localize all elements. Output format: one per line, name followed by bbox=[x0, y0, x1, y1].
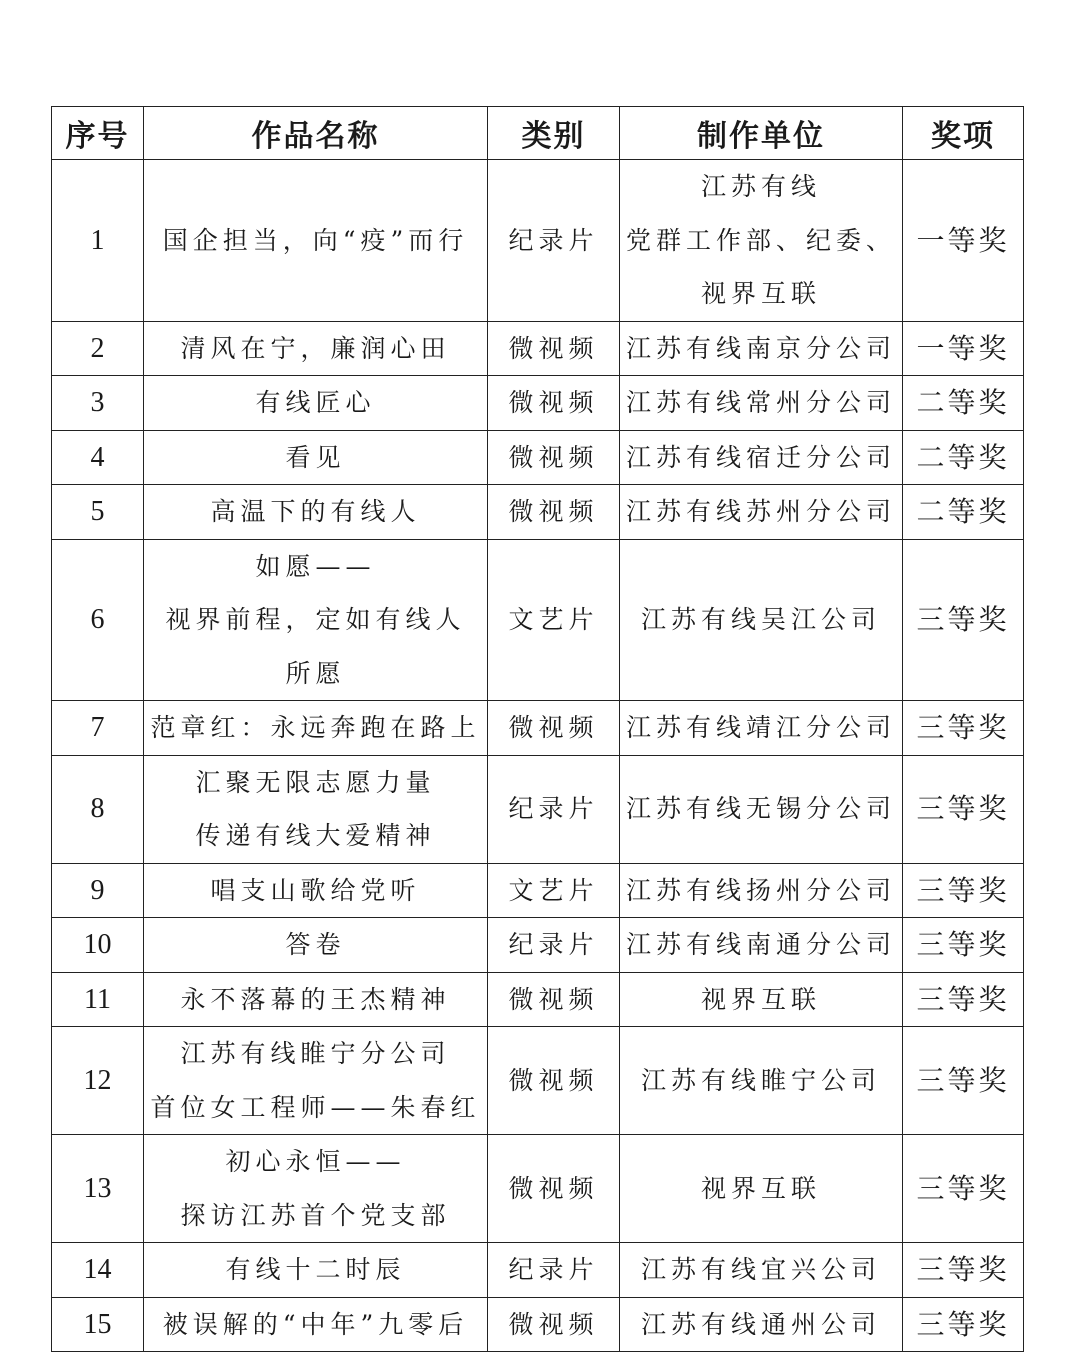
row-number: 14 bbox=[52, 1243, 144, 1298]
work-category: 微视频 bbox=[488, 430, 620, 485]
title-line: 看见 bbox=[285, 442, 346, 472]
row-number: 9 bbox=[52, 863, 144, 918]
row-number: 12 bbox=[52, 1027, 144, 1135]
title-line: 有线十二时辰 bbox=[225, 1255, 406, 1284]
table-row bbox=[52, 755, 1024, 863]
table-row bbox=[52, 701, 1024, 756]
table-row bbox=[52, 1135, 1024, 1243]
title-line: 唱支山歌给党听 bbox=[210, 875, 421, 905]
producer-line: 江苏有线宿迁分公司 bbox=[625, 442, 896, 472]
work-category: 微视频 bbox=[488, 701, 620, 756]
title-line: 视界前程，定如有线人所愿 bbox=[165, 605, 466, 688]
producer-line: 江苏有线南通分公司 bbox=[625, 930, 896, 959]
table-row bbox=[52, 1027, 1024, 1135]
title-line: 探访江苏首个党支部 bbox=[180, 1200, 451, 1230]
award: 一等奖 bbox=[903, 321, 1024, 376]
row-number: 13 bbox=[52, 1135, 144, 1243]
table-row bbox=[52, 160, 1024, 322]
producer bbox=[620, 1135, 903, 1243]
work-title bbox=[144, 376, 488, 431]
header-title: 作品名称 bbox=[144, 107, 488, 160]
producer bbox=[620, 701, 903, 756]
row-number: 4 bbox=[52, 430, 144, 485]
table-row bbox=[52, 539, 1024, 701]
award: 一等奖 bbox=[903, 160, 1024, 322]
row-number: 3 bbox=[52, 376, 144, 431]
row-number: 2 bbox=[52, 321, 144, 376]
row-number: 7 bbox=[52, 701, 144, 756]
work-category: 微视频 bbox=[488, 1027, 620, 1135]
header-category: 类别 bbox=[488, 107, 620, 160]
producer-line: 江苏有线宜兴公司 bbox=[640, 1255, 881, 1284]
producer bbox=[620, 755, 903, 863]
award: 三等奖 bbox=[903, 539, 1024, 701]
producer bbox=[620, 376, 903, 431]
row-number: 5 bbox=[52, 485, 144, 540]
work-title bbox=[144, 160, 488, 322]
work-title bbox=[144, 485, 488, 540]
work-category: 纪录片 bbox=[488, 160, 620, 322]
producer-line: 江苏有线南京分公司 bbox=[625, 333, 896, 363]
producer bbox=[620, 918, 903, 973]
work-title bbox=[144, 755, 488, 863]
producer-line: 江苏有线 bbox=[700, 172, 821, 201]
title-line: 江苏有线睢宁分公司 bbox=[180, 1039, 451, 1068]
producer-line: 江苏有线靖江分公司 bbox=[625, 713, 896, 742]
producer-line: 视界互联 bbox=[700, 1173, 821, 1203]
award: 三等奖 bbox=[903, 701, 1024, 756]
award: 三等奖 bbox=[903, 1297, 1024, 1352]
row-number: 10 bbox=[52, 918, 144, 973]
header-row bbox=[52, 107, 1024, 160]
producer-line: 江苏有线常州分公司 bbox=[625, 388, 896, 417]
work-title bbox=[144, 972, 488, 1027]
producer-line: 江苏有线通州公司 bbox=[640, 1309, 881, 1339]
work-title bbox=[144, 863, 488, 918]
award: 三等奖 bbox=[903, 918, 1024, 973]
award: 三等奖 bbox=[903, 863, 1024, 918]
work-category: 文艺片 bbox=[488, 863, 620, 918]
title-line: 汇聚无限志愿力量 bbox=[195, 767, 436, 797]
table-row bbox=[52, 430, 1024, 485]
producer-line: 党群工作部、纪委、 bbox=[625, 225, 896, 255]
work-category: 微视频 bbox=[488, 376, 620, 431]
title-line: 国企担当，向“疫”而行 bbox=[162, 225, 469, 255]
producer bbox=[620, 430, 903, 485]
work-title bbox=[144, 701, 488, 756]
title-line: 高温下的有线人 bbox=[210, 497, 421, 526]
title-line: 传递有线大爱精神 bbox=[195, 821, 436, 850]
award: 三等奖 bbox=[903, 1027, 1024, 1135]
table-row bbox=[52, 485, 1024, 540]
title-line: 首位女工程师——朱春红 bbox=[150, 1092, 481, 1122]
producer-line: 视界互联 bbox=[700, 984, 821, 1014]
work-title bbox=[144, 1135, 488, 1243]
row-number: 1 bbox=[52, 160, 144, 322]
title-line: 初心永恒—— bbox=[225, 1147, 406, 1176]
table-row bbox=[52, 863, 1024, 918]
producer bbox=[620, 1297, 903, 1352]
producer-line: 视界互联 bbox=[700, 279, 821, 308]
producer bbox=[620, 1027, 903, 1135]
header-producer: 制作单位 bbox=[620, 107, 903, 160]
table-row bbox=[52, 1243, 1024, 1298]
title-line: 有线匠心 bbox=[255, 388, 376, 417]
work-category: 纪录片 bbox=[488, 918, 620, 973]
row-number: 11 bbox=[52, 972, 144, 1027]
work-title bbox=[144, 918, 488, 973]
award: 三等奖 bbox=[903, 972, 1024, 1027]
producer bbox=[620, 485, 903, 540]
table-row bbox=[52, 972, 1024, 1027]
work-title bbox=[144, 1243, 488, 1298]
title-line: 如愿—— bbox=[255, 551, 376, 581]
award: 三等奖 bbox=[903, 1243, 1024, 1298]
producer-line: 江苏有线扬州分公司 bbox=[625, 875, 896, 905]
producer bbox=[620, 1243, 903, 1298]
work-category: 纪录片 bbox=[488, 755, 620, 863]
work-category: 微视频 bbox=[488, 321, 620, 376]
row-number: 15 bbox=[52, 1297, 144, 1352]
producer-line: 江苏有线睢宁公司 bbox=[640, 1065, 881, 1095]
award: 二等奖 bbox=[903, 376, 1024, 431]
header-award: 奖项 bbox=[903, 107, 1024, 160]
work-title bbox=[144, 1297, 488, 1352]
work-title bbox=[144, 430, 488, 485]
title-line: 清风在宁，廉润心田 bbox=[180, 333, 451, 363]
header-no: 序号 bbox=[52, 107, 144, 160]
work-category: 文艺片 bbox=[488, 539, 620, 701]
title-line: 被误解的“中年”九零后 bbox=[162, 1309, 469, 1339]
producer bbox=[620, 539, 903, 701]
row-number: 8 bbox=[52, 755, 144, 863]
work-category: 纪录片 bbox=[488, 1243, 620, 1298]
producer bbox=[620, 863, 903, 918]
title-line: 范章红：永远奔跑在路上 bbox=[150, 713, 481, 742]
table-row bbox=[52, 918, 1024, 973]
table-row bbox=[52, 321, 1024, 376]
award: 三等奖 bbox=[903, 1135, 1024, 1243]
title-line: 永不落幕的王杰精神 bbox=[180, 984, 451, 1014]
producer-line: 江苏有线吴江公司 bbox=[640, 605, 881, 634]
producer bbox=[620, 972, 903, 1027]
work-category: 微视频 bbox=[488, 485, 620, 540]
work-category: 微视频 bbox=[488, 1135, 620, 1243]
title-line: 答卷 bbox=[285, 930, 346, 959]
award: 三等奖 bbox=[903, 755, 1024, 863]
table-row bbox=[52, 1297, 1024, 1352]
award: 二等奖 bbox=[903, 430, 1024, 485]
producer bbox=[620, 321, 903, 376]
producer-line: 江苏有线无锡分公司 bbox=[625, 794, 896, 824]
award-table bbox=[51, 106, 1024, 1352]
work-title bbox=[144, 1027, 488, 1135]
work-category: 微视频 bbox=[488, 1297, 620, 1352]
work-category: 微视频 bbox=[488, 972, 620, 1027]
award: 二等奖 bbox=[903, 485, 1024, 540]
row-number: 6 bbox=[52, 539, 144, 701]
table-row bbox=[52, 376, 1024, 431]
producer bbox=[620, 160, 903, 322]
producer-line: 江苏有线苏州分公司 bbox=[625, 497, 896, 526]
work-title bbox=[144, 539, 488, 701]
work-title bbox=[144, 321, 488, 376]
